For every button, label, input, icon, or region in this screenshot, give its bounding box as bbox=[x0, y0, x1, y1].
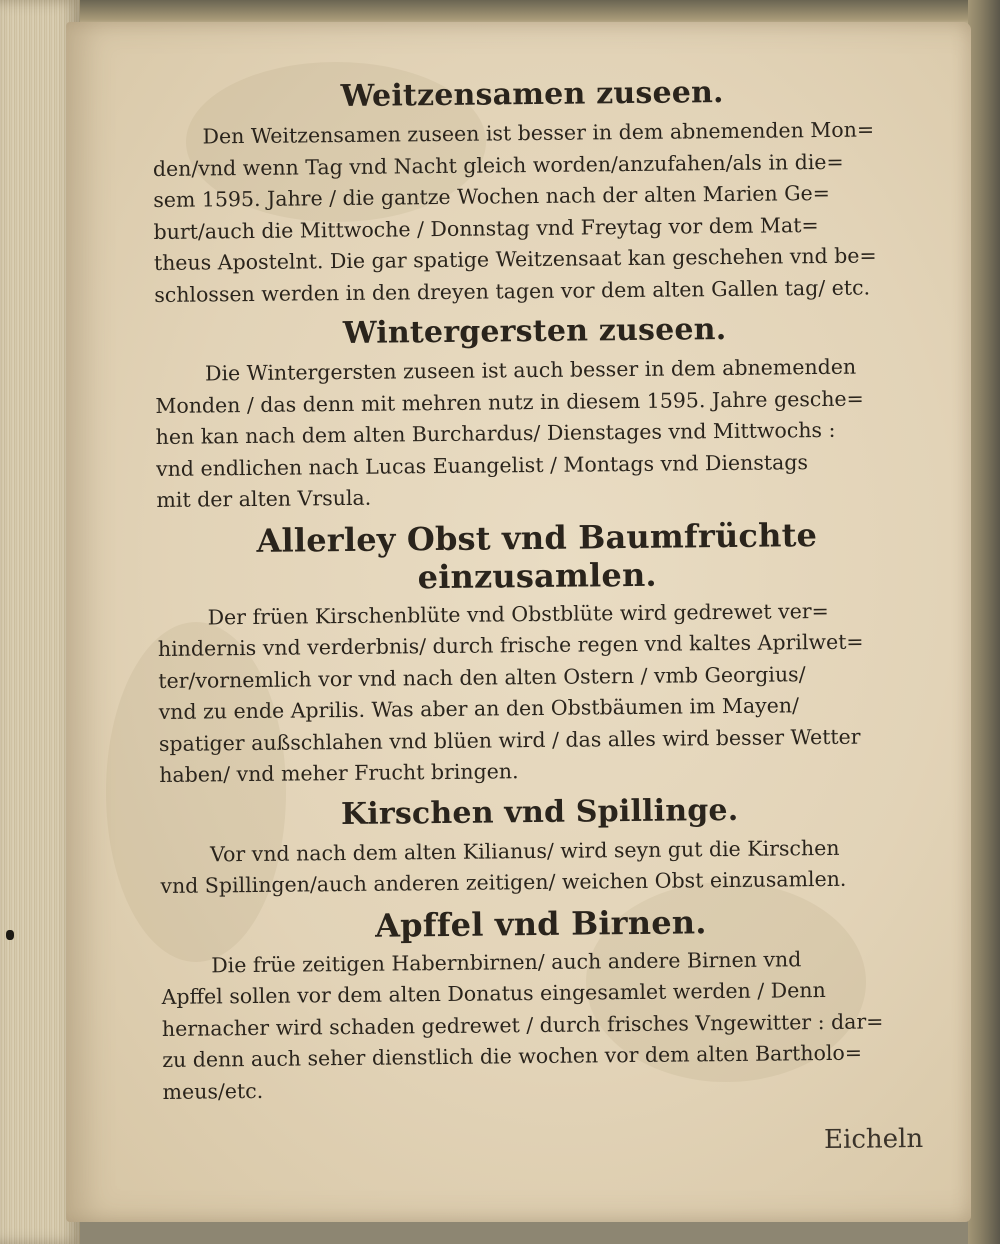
text-line: vnd endlichen nach Lucas Euangelist / Montags vnd Dienstags bbox=[155, 449, 809, 481]
section-kirschen bbox=[160, 790, 921, 903]
text-line: haben/ vnd meher Frucht bringen. bbox=[159, 759, 519, 787]
catchword-row bbox=[163, 1106, 923, 1164]
text-line: sem 1595. Jahre / die gantze Wochen nach der alten Marien Ge= bbox=[153, 180, 830, 212]
text-line: Apffel sollen vor dem alten Donatus eingesamlet werden / Denn bbox=[161, 977, 826, 1009]
section-paragraph bbox=[160, 831, 921, 902]
text-line: Den Weitzensamen zuseen ist besser in dem abnemenden Mon= bbox=[202, 117, 875, 149]
text-line: hernacher wird schaden gedrewet / durch frisches Vngewitter : dar= bbox=[161, 1008, 884, 1041]
text-line: spatiger außschlahen vnd blüen wird / das alles wird besser Wetter bbox=[158, 724, 861, 756]
section-weitzensamen bbox=[152, 72, 914, 311]
section-heading: Weitzensamen zuseen. bbox=[340, 75, 724, 115]
text-line: meus/etc. bbox=[162, 1078, 264, 1104]
section-apffel bbox=[161, 900, 923, 1107]
text-line: hen kan nach dem alten Burchardus/ Dienstages vnd Mittwochs : bbox=[155, 417, 836, 449]
book-right-edge bbox=[968, 0, 1000, 1244]
text-line: Monden / das denn mit mehren nutz in diesem 1595. Jahre gesche= bbox=[155, 386, 864, 418]
section-wintergersten bbox=[154, 309, 916, 516]
text-line: ter/vornemlich vor vnd nach den alten Ostern / vmb Georgius/ bbox=[158, 661, 806, 693]
text-line: burt/auch die Mittwoche / Donnstag vnd Freytag vor dem Mat= bbox=[153, 212, 819, 244]
text-line: schlossen werden in den dreyen tagen vor dem alten Gallen tag/ etc. bbox=[154, 274, 871, 307]
section-paragraph bbox=[155, 351, 917, 516]
text-line: Der früen Kirschenblüte vnd Obstblüte wird gedrewet ver= bbox=[207, 598, 829, 629]
binding-mark bbox=[6, 930, 14, 940]
text-line: hindernis vnd verderbnis/ durch frische regen vnd kaltes Aprilwet= bbox=[157, 629, 864, 661]
page-text bbox=[152, 72, 923, 1164]
text-line: den/vnd wenn Tag vnd Nacht gleich worden/anzufahen/als in die= bbox=[152, 149, 844, 181]
text-line: vnd zu ende Aprilis. Was aber an den Obstbäumen im Mayen/ bbox=[158, 693, 800, 724]
catchword: Eicheln bbox=[823, 1123, 924, 1156]
text-line: mit der alten Vrsula. bbox=[156, 485, 372, 512]
text-line: theus Apostelnt. Die gar spatige Weitzensaat kan geschehen vnd be= bbox=[153, 243, 877, 275]
section-paragraph bbox=[152, 114, 914, 311]
text-line: Vor vnd nach dem alten Kilianus/ wird seyn gut die Kirschen bbox=[209, 835, 840, 866]
text-line: Die früe zeitigen Habernbirnen/ auch andere Birnen vnd bbox=[211, 946, 802, 977]
text-line: vnd Spillingen/auch anderen zeitigen/ weichen Obst einzusamlen. bbox=[160, 866, 847, 898]
section-paragraph bbox=[161, 942, 923, 1107]
section-paragraph bbox=[157, 595, 919, 792]
section-heading: Allerley Obst vnd Baumfrüchte einzusamlen. bbox=[256, 515, 818, 596]
section-heading: Wintergersten zuseen. bbox=[342, 312, 727, 352]
section-heading: Apffel vnd Birnen. bbox=[374, 902, 707, 945]
text-line: Die Wintergersten zuseen ist auch besser in dem abnemenden bbox=[204, 354, 857, 386]
section-obst bbox=[157, 515, 920, 792]
section-heading: Kirschen vnd Spillinge. bbox=[340, 792, 739, 832]
text-line: zu denn auch seher dienstlich die wochen vor dem alten Bartholo= bbox=[162, 1040, 863, 1072]
